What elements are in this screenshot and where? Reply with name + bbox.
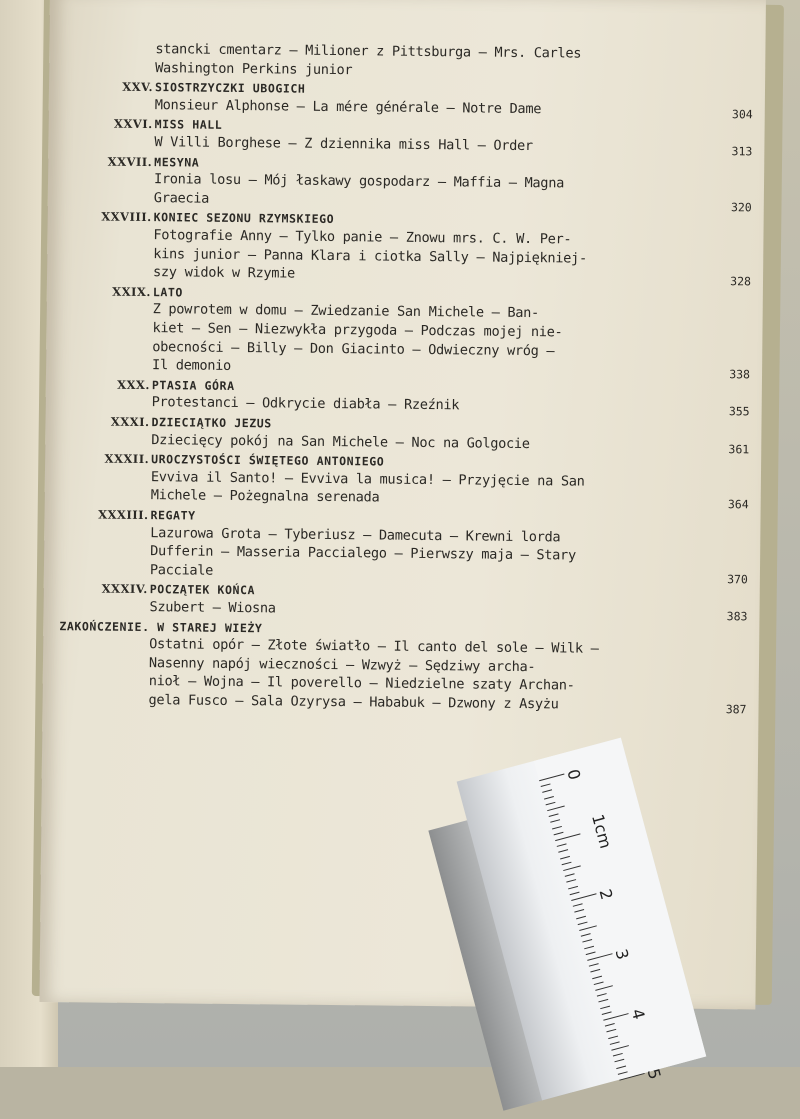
chapter-title: MISS HALL [154, 117, 223, 133]
chapter-description: nioł — Wojna — Il poverello — Niedzielne szaty Archan- [148, 673, 575, 694]
chapter-description: Szubert — Wiosna [149, 599, 276, 617]
ruler-tick [597, 993, 607, 997]
chapter-description: Protestanci — Odkrycie diabła — Rzeźnik [151, 394, 460, 414]
ruler-tick [557, 844, 567, 848]
page-number: 364 [727, 497, 749, 512]
page-number: 304 [731, 106, 753, 122]
ruler-tick [605, 1023, 615, 1027]
page-number: 361 [728, 441, 750, 456]
ruler-tick [541, 784, 551, 788]
chapter-description: Fotografie Anny — Tylko panie — Znowu mrs. C. W. Per- [153, 227, 572, 248]
chapter-title: KONIEC SEZONU RZYMSKIEGO [153, 210, 335, 227]
chapter-title: REGATY [150, 508, 196, 523]
ruler-tick [615, 1059, 625, 1063]
ruler-tick [570, 891, 580, 895]
ruler-tick [552, 826, 562, 830]
chapter-description: szy widok w Rzymie [152, 264, 296, 282]
page-number: 355 [728, 404, 750, 419]
page-number: 338 [729, 367, 751, 382]
chapter-description: Washington Perkins junior [155, 59, 353, 78]
chapter-number: XXV. [122, 79, 154, 95]
ruler-tick [586, 951, 596, 955]
chapter-description: Dufferin — Masseria Paccialego — Pierwszy maja — Stary [150, 543, 576, 564]
ruler-tick [589, 963, 599, 967]
chapter-number: XXVII. [107, 154, 153, 169]
ruler-tick [602, 1011, 612, 1015]
ruler-tick [576, 915, 586, 919]
chapter-number: XXXI. [110, 414, 150, 430]
chapter-number: XXX. [117, 377, 150, 392]
chapter-number: XXXII. [104, 451, 150, 467]
ruler-tick [619, 1073, 644, 1081]
ruler-label: 4 [627, 1006, 649, 1022]
chapter-title: ZAKOŃCZENIE. W STAREJ WIEŻY [59, 618, 263, 635]
ruler-tick [571, 893, 596, 901]
ruler-tick [542, 790, 552, 794]
ruler-tick [573, 903, 583, 907]
ruler-tick [555, 833, 580, 841]
ruler-tick [582, 939, 592, 943]
ruler-tick [563, 865, 581, 871]
chapter-title: DZIECIĄTKO JEZUS [151, 415, 272, 431]
chapter-description: Il demonio [152, 357, 232, 375]
chapter-title: POCZĄTEK KOŃCA [149, 582, 256, 598]
chapter-number: XXXIV. [101, 581, 148, 597]
ruler-tick [558, 850, 568, 854]
chapter-title: SIOSTRZYCZKI UBOGICH [154, 80, 306, 96]
chapter-number: XXVI. [113, 117, 153, 132]
ruler-label: 1cm [588, 812, 616, 851]
ruler-tick [610, 1041, 620, 1045]
ruler-tick [595, 985, 613, 991]
page-number: 313 [731, 144, 753, 159]
ruler-tick [579, 925, 597, 931]
ruler-tick [613, 1053, 623, 1057]
ruler-tick [611, 1045, 629, 1051]
ruler-tick [600, 1005, 610, 1009]
ruler-tick [592, 975, 602, 979]
ruler-tick [618, 1071, 628, 1075]
ruler-label: 2 [595, 886, 617, 902]
ruler-tick [539, 774, 564, 782]
chapter-description: Monsieur Alphonse — La mére générale — Notre Dame [154, 96, 542, 117]
chapter-description: Z powrotem w domu — Zwiedzanie San Michele — Ban- [152, 301, 540, 322]
chapter-description: stancki cmentarz — Milioner z Pittsburga — Mrs. Carles [155, 41, 582, 62]
ruler-tick [584, 945, 594, 949]
ruler-tick [608, 1035, 618, 1039]
chapter-description: obecności — Billy — Don Giacinto — Odwieczny wróg — [152, 338, 555, 359]
chapter-description: Dziecięcy pokój na San Michele — Noc na Golgocie [151, 431, 530, 452]
ruler-tick [549, 814, 559, 818]
ruler-label: 3 [611, 946, 633, 962]
chapter-description: kiet — Sen — Niezwykła przygoda — Podczas mojej nie- [152, 320, 563, 341]
chapter-description: W Villi Borghese — Z dziennika miss Hall — Order [154, 134, 533, 155]
page-number: 383 [726, 609, 748, 624]
ruler-tick [566, 879, 576, 883]
chapter-title: LATO [152, 284, 184, 300]
chapter-description: kins junior — Panna Klara i ciotka Sally — Najpiękniej- [153, 245, 587, 267]
chapter-title: UROCZYSTOŚCI ŚWIĘTEGO ANTONIEGO [151, 452, 385, 469]
chapter-description: Nasenny napój wieczności — Wzwyż — Sędziwy archa- [148, 654, 536, 675]
chapter-title: MESYNA [154, 154, 200, 170]
chapter-description: Pacciale [149, 561, 214, 579]
chapter-description: Graecia [153, 189, 210, 207]
chapter-number: XXXIII. [98, 507, 149, 523]
ruler-tick [587, 953, 612, 961]
chapter-description: Evviva il Santo! — Evviva la musica! — Przyjęcie na San [150, 468, 585, 490]
ruler-tick [554, 832, 564, 836]
chapter-description: Michele — Pożegnalna serenada [150, 487, 380, 506]
ruler-tick [565, 873, 575, 877]
ruler-tick [590, 969, 600, 973]
ruler-tick [603, 1013, 628, 1021]
ruler-label: 0 [563, 767, 585, 782]
chapter-description: Ironia losu — Mój łaskawy gospodarz — Maffia — Magna [153, 171, 565, 192]
ruler-tick [598, 999, 608, 1003]
ruler-tick [560, 856, 570, 860]
page-number: 328 [730, 274, 752, 289]
page-number: 320 [730, 199, 752, 215]
ruler-tick [581, 933, 591, 937]
ruler-tick [547, 806, 565, 812]
chapter-number: XXIX. [112, 284, 151, 299]
chapter-description: gela Fusco — Sala Ozyrysa — Hababuk — Dzwony z Asyżu [148, 692, 559, 713]
ruler-tick [546, 802, 556, 806]
chapter-description: Lazurowa Grota — Tyberiusz — Damecuta — Krewni lorda [150, 524, 561, 545]
ruler-tick [606, 1029, 616, 1033]
ruler-tick [578, 921, 588, 925]
ruler-tick [544, 796, 554, 800]
chapter-number: XXVIII. [101, 209, 152, 225]
chapter-description: Ostatni opór — Złote światło — Il canto del sole — Wilk — [149, 636, 599, 657]
page-number: 387 [725, 702, 747, 717]
ruler-tick [550, 820, 560, 824]
page-number: 370 [727, 571, 748, 587]
ruler-tick [594, 981, 604, 985]
ruler-label: 5 [643, 1066, 665, 1082]
ruler-tick [574, 909, 584, 913]
chapter-title: PTASIA GÓRA [151, 377, 235, 393]
ruler-tick [562, 862, 572, 866]
ruler-tick [568, 885, 578, 889]
